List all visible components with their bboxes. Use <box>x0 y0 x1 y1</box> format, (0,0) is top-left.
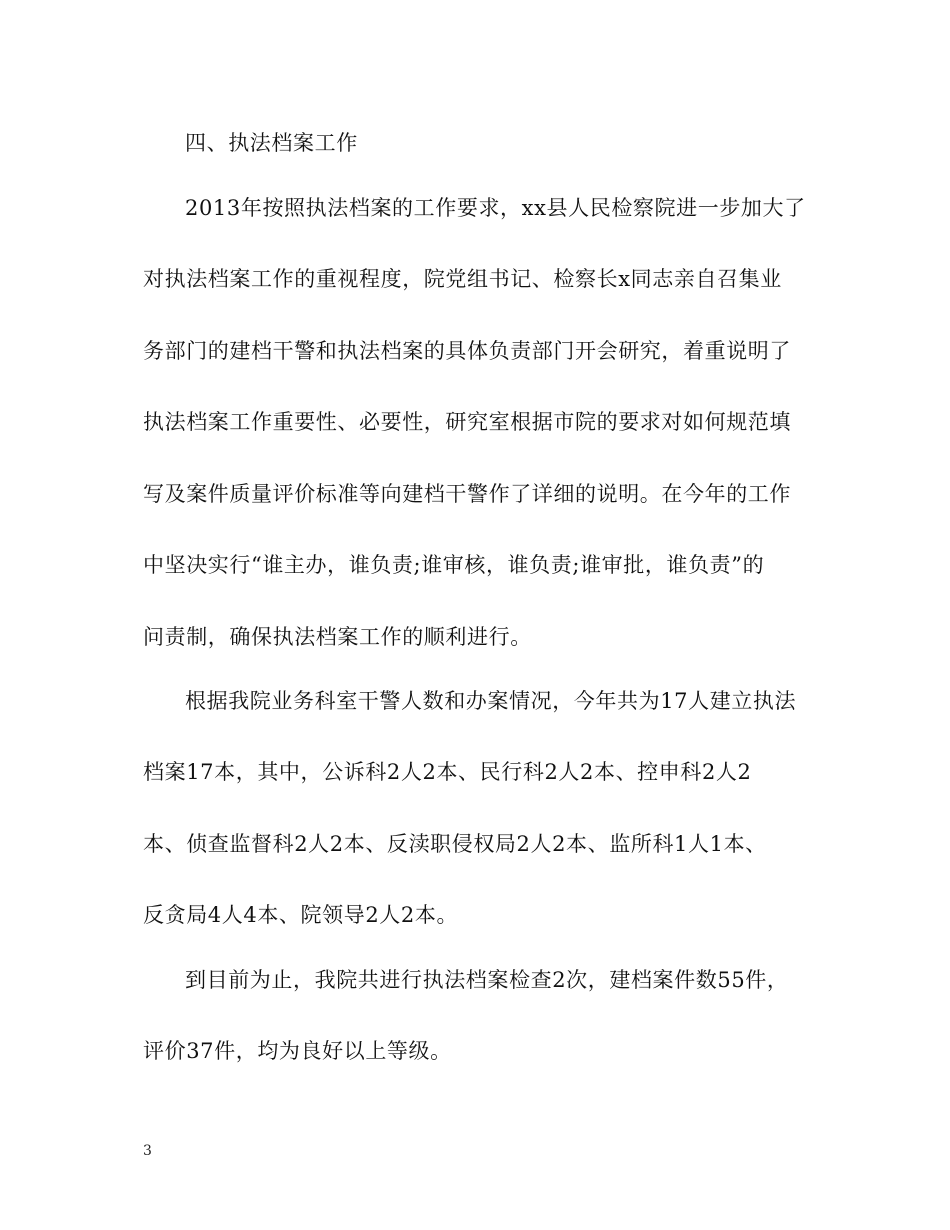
paragraph-2-line-2: 档案17本，其中，公诉科2人2本、民行科2人2本、控申科2人2 <box>143 760 752 784</box>
paragraph-1-line-3: 务部门的建档干警和执法档案的具体负责部门开会研究，着重说明了 <box>143 339 791 363</box>
paragraph-3-line-1: 到目前为止，我院共进行执法档案检查2次，建档案件数55件， <box>185 968 789 992</box>
paragraph-1-line-4: 执法档案工作重要性、必要性，研究室根据市院的要求对如何规范填 <box>143 410 791 434</box>
page-number: 3 <box>143 1143 152 1159</box>
paragraph-1-line-7: 问责制，确保执法档案工作的顺利进行。 <box>143 625 532 649</box>
paragraph-2-line-1: 根据我院业务科室干警人数和办案情况，今年共为17人建立执法 <box>185 689 797 713</box>
paragraph-1-line-6: 中坚决实行“谁主办，谁负责;谁审核，谁负责;谁审批，谁负责”的 <box>143 553 765 577</box>
paragraph-1-line-2: 对执法档案工作的重视程度，院党组书记、检察长x同志亲自召集业 <box>143 267 782 291</box>
section-heading: 四、执法档案工作 <box>185 131 358 155</box>
paragraph-1-line-5: 写及案件质量评价标准等向建档干警作了详细的说明。在今年的工作 <box>143 482 791 506</box>
paragraph-2-line-3: 本、侦查监督科2人2本、反渎职侵权局2人2本、监所科1人1本、 <box>143 832 767 856</box>
paragraph-1-line-1: 2013年按照执法档案的工作要求，xx县人民检察院进一步加大了 <box>185 196 806 220</box>
paragraph-3-line-2: 评价37件，均为良好以上等级。 <box>143 1039 452 1063</box>
paragraph-2-line-4: 反贪局4人4本、院领导2人2本。 <box>143 903 459 927</box>
